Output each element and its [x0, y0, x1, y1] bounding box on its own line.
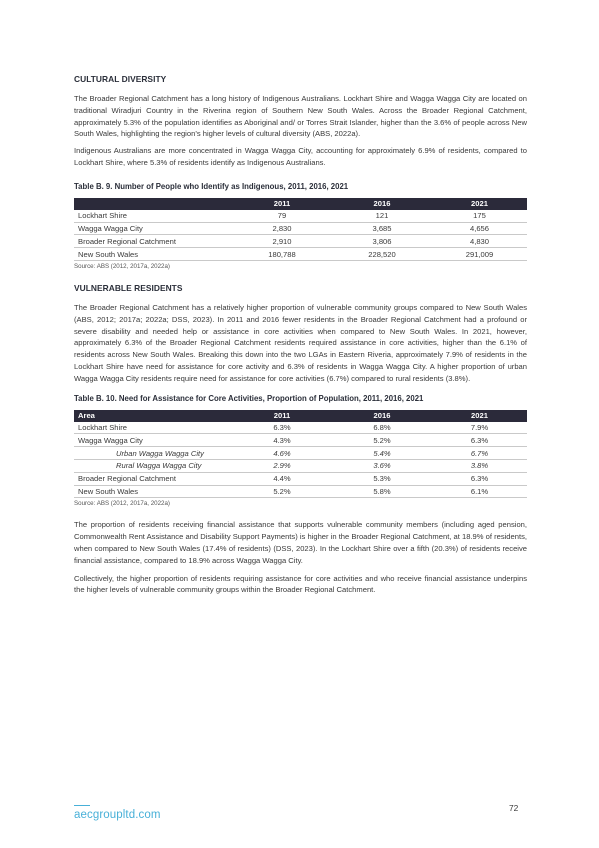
cell-2016: 121 [332, 210, 432, 222]
table-9-header-2011: 2011 [232, 198, 332, 210]
cultural-diversity-heading: CULTURAL DIVERSITY [74, 74, 167, 84]
table-row [74, 434, 527, 447]
page-number: 72 [509, 803, 519, 813]
table-10-header-row [74, 410, 527, 422]
table-10 [74, 410, 527, 499]
table-row [74, 222, 527, 235]
cell-2016: 5.4% [332, 447, 432, 460]
cell-2021: 7.9% [432, 422, 527, 434]
row-label: New South Wales [74, 485, 232, 498]
row-label: Broader Regional Catchment [74, 472, 232, 485]
cell-2011: 180,788 [232, 248, 332, 261]
table-row [74, 248, 527, 261]
cell-2021: 6.1% [432, 485, 527, 498]
table-row [74, 472, 527, 485]
cell-2011: 5.2% [232, 485, 332, 498]
closing-paragraph-1: The proportion of residents receiving financial assistance that supports vulnerable community members (including aged pension, Commonwealth Rent Assistance and Disability Support Payments) is higher in the Broader Regional Catchment, at 18.9% of residents, when compared to New South Wales (17.4% of residents) (DSS, 2023). In the Lockhart Shire over a fifth (20.3%) of residents receive financial assistance, compared to 18.9% across Wagga Wagga City. [74, 520, 527, 565]
table-10-header-2016: 2016 [332, 410, 432, 422]
table-row [74, 422, 527, 434]
cell-2016: 3,685 [332, 222, 432, 235]
cell-2021: 6.3% [432, 434, 527, 447]
cultural-paragraph-1: The Broader Regional Catchment has a long history of Indigenous Australians. Lockhart Shire and Wagga Wagga City are located on traditional Wiradjuri Country in the Riverina region of Southern New South Wales. Across the Broader Regional Catchment, approximately 5.3% of the population identifies as Aboriginal and/ or Torres Strait Islander, higher than the 3.6% of people across New South Wales, highlighting the region’s higher levels of cultural diversity (ABS, 2022a). [74, 94, 527, 139]
row-label: Wagga Wagga City [74, 222, 232, 235]
table-row [74, 235, 527, 248]
table-10-source: Source: ABS (2012, 2017a, 2022a) [74, 500, 170, 508]
cell-2021: 6.7% [432, 447, 527, 460]
page-content [74, 64, 527, 596]
cell-2016: 5.3% [332, 472, 432, 485]
cell-2021: 175 [432, 210, 527, 222]
cell-2011: 6.3% [232, 422, 332, 434]
cell-2011: 4.3% [232, 434, 332, 447]
cell-2016: 3,806 [332, 235, 432, 248]
table-9-header-2016: 2016 [332, 198, 432, 210]
table-10-header-area: Area [74, 410, 232, 422]
cell-2021: 6.3% [432, 472, 527, 485]
table-9-title: Table B. 9. Number of People who Identify as Indigenous, 2011, 2016, 2021 [74, 181, 349, 191]
row-label: Lockhart Shire [74, 210, 232, 222]
cell-2021: 3.8% [432, 459, 527, 472]
cell-2016: 228,520 [332, 248, 432, 261]
table-9-header-2021: 2021 [432, 198, 527, 210]
vulnerable-residents-heading: VULNERABLE RESIDENTS [74, 282, 183, 293]
row-label-sub: Urban Wagga Wagga City [74, 447, 232, 460]
cell-2016: 5.8% [332, 485, 432, 498]
cell-2011: 2.9% [232, 459, 332, 472]
cell-2016: 3.6% [332, 459, 432, 472]
row-label: Broader Regional Catchment [74, 235, 232, 248]
table-9-header-row [74, 198, 527, 210]
cultural-paragraph-2: Indigenous Australians are more concentrated in Wagga Wagga City, accounting for approximately 6.9% of residents, compared to Lockhart Shire, where 5.3% of residents identify as Indigenous Australians. [74, 146, 527, 167]
cell-2016: 5.2% [332, 434, 432, 447]
cell-2011: 2,910 [232, 235, 332, 248]
table-10-title: Table B. 10. Need for Assistance for Core Activities, Proportion of Population, 2011, 2016, 2021 [74, 393, 424, 403]
cell-2011: 4.6% [232, 447, 332, 460]
closing-paragraph-2: Collectively, the higher proportion of residents requiring assistance for core activities and who receive financial assistance underpins the higher levels of vulnerable community groups within the Broader Regional Catchment. [74, 573, 527, 595]
vulnerable-paragraph: The Broader Regional Catchment has a relatively higher proportion of vulnerable community groups compared to New South Wales (ABS, 2012; 2017a; 2022a; DSS, 2023). In 2011 and 2016 fewer residents in the Broader Regional Catchment had a profound or severe disability and needed help or assistance in core activities when compared to New South Wales. In 2021, however, approximately 6.3% of the Broader Regional Catchment residents required assistance in core activities, higher than the 6.1% of residents across New South Wales. Breaking this down into the two LGAs in Eastern Riveria, approximately 7.9% of residents in the Lockhart Shire have need for assistance for core activity and 6.3% of residents in Wagga Wagga City. A higher proportion of urban Wagga Wagga City residents require need for assistance for core activities (6.7%) compared to rural residents (3.8%). [74, 302, 527, 383]
table-9-source: Source: ABS (2012, 2017a, 2022a) [74, 262, 170, 270]
cell-2021: 4,656 [432, 222, 527, 235]
cell-2011: 79 [232, 210, 332, 222]
cell-2011: 2,830 [232, 222, 332, 235]
table-row [74, 459, 527, 472]
row-label-sub: Rural Wagga Wagga City [74, 459, 232, 472]
cell-2016: 6.8% [332, 422, 432, 434]
table-row [74, 447, 527, 460]
table-9-header-blank [74, 198, 232, 210]
cell-2021: 4,830 [432, 235, 527, 248]
row-label: New South Wales [74, 248, 232, 261]
table-9 [74, 198, 527, 261]
cell-2011: 4.4% [232, 472, 332, 485]
table-row [74, 210, 527, 222]
table-row [74, 485, 527, 498]
cell-2021: 291,009 [432, 248, 527, 261]
footer-accent-line [74, 805, 90, 806]
table-10-header-2011: 2011 [232, 410, 332, 422]
footer-brand-link[interactable]: aecgroupltd.com [74, 809, 161, 821]
row-label: Wagga Wagga City [74, 434, 232, 447]
table-10-header-2021: 2021 [432, 410, 527, 422]
row-label: Lockhart Shire [74, 422, 232, 434]
